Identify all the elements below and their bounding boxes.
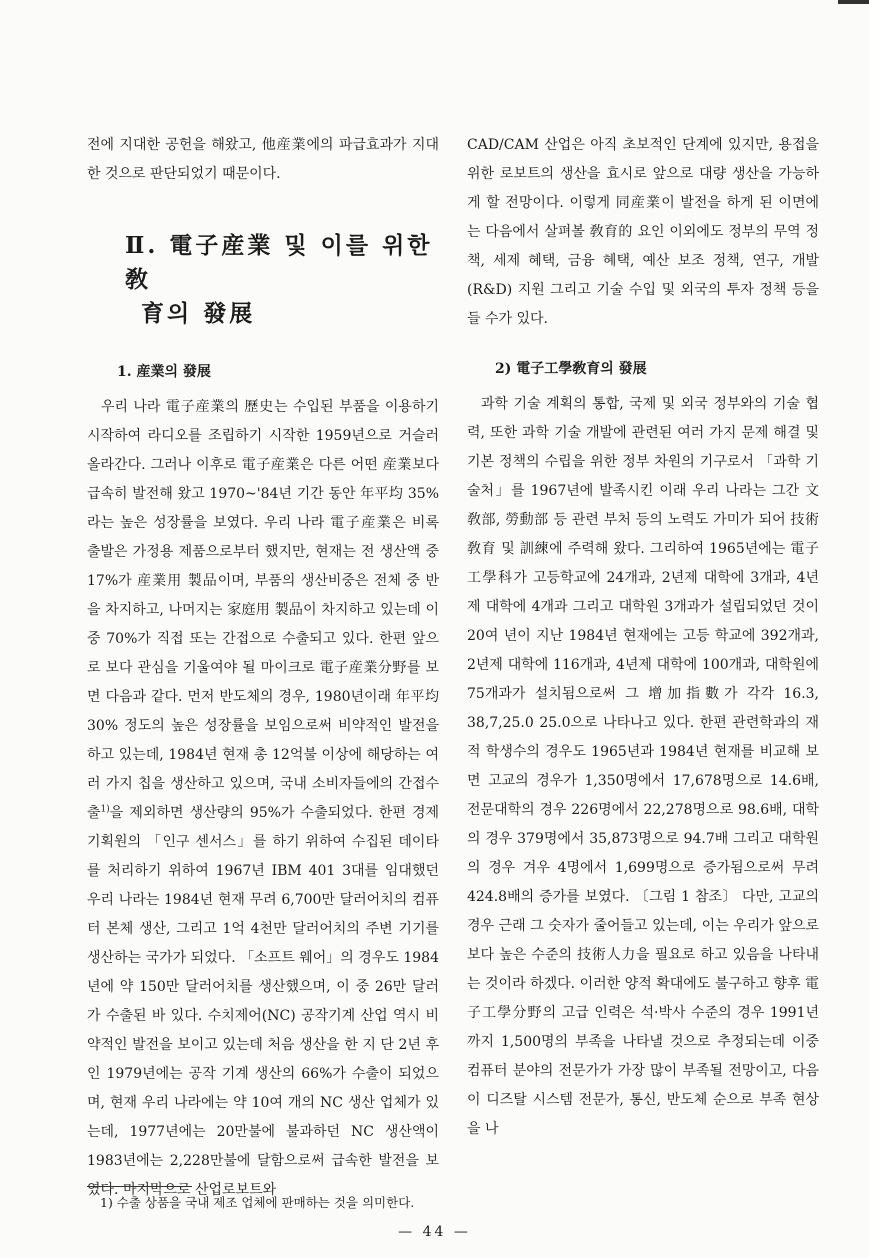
section-heading bbox=[125, 229, 439, 331]
footnote: 1) 수출 상품을 국내 제조 업체에 판매하는 것을 의미한다. bbox=[100, 1195, 415, 1210]
right-column bbox=[467, 131, 819, 1144]
left-column bbox=[87, 131, 439, 1205]
section-heading-line-2: 育의 發展 bbox=[141, 300, 256, 327]
subsection-heading-education: 2) 電子工學敎育의 發展 bbox=[495, 361, 647, 377]
industry-paragraph bbox=[87, 393, 439, 1205]
education-paragraph: 과학 기술 계획의 통합, 국제 및 외국 정부와의 기술 협력, 또한 과학 기술 개발에 관련된 여러 가지 문제 해결 및 기본 정책의 수립을 위한 정부 차원의 기구로서 「과학 기술처」를 1967년에 발족시킨 이래 우리 나라는 그간 文敎部, 勞動部 등 관련 부처 등의 노력도 가미가 되어 技術敎育 및 訓練에 주력해 왔다. 그리하여 1965년에는 電子工學科가 고등학교에 24개과, 2년제 대학에 3개과, 4년제 대학에 4개과 그리고 대학원 3개과가 설립되었던 것이 20여 년이 지난 1984년 현재에는 고등 학교에 392개과, 2년제 대학에 116개과, 4년제 대학에 100개과, 대학원에 75개과가 설치됨으로써 그 增加指數가 각각 16.3, 38,7,25.0 25.0으로 나타나고 있다. 한편 관련학과의 재적 학생수의 경우도 1965년과 1984년 현재를 비교해 보면 고교의 경우가 1,350명에서 17,678명으로 14.6배, 전문대학의 경우 226명에서 22,278명으로 98.6배, 대학의 경우 379명에서 35,873명으로 94.7배 그리고 대학원의 경우 겨우 4명에서 1,699명으로 증가됨으로써 무려 424.8배의 증가를 보였다. 〔그림 1 참조〕 다만, 고교의 경우 근래 그 숫자가 줄어들고 있는데, 이는 우리가 앞으로 보다 높은 수준의 技術人力을 필요로 하고 있음을 나타내는 것이라 하겠다. 이러한 양적 확대에도 불구하고 향후 電子工學分野의 고급 인력은 석·박사 수준의 경우 1991년까지 1,500명의 부족을 나타낼 것으로 추정되는데 이중 컴퓨터 분야의 전문가가 가장 많이 부족될 전망이고, 다음이 디즈탈 시스템 전문가, 통신, 반도체 순으로 부족 현상을 나 bbox=[467, 396, 819, 1137]
page-number: — 44 — bbox=[398, 1224, 471, 1240]
cadcam-paragraph: CAD/CAM 산업은 아직 초보적인 단계에 있지만, 용접을 위한 로보트의 생산을 효시로 앞으로 대량 생산을 가능하게 할 전망이다. 이렇게 同産業이 발전을 하게 된 이면에는 다음에서 살펴볼 敎育的 요인 이외에도 정부의 무역 정책, 세제 혜택, 금융 혜택, 예산 보조 정책, 연구, 개발(R&D) 지원 그리고 기술 수입 및 외국의 투자 정책 등을 들 수가 있다. bbox=[467, 137, 819, 327]
industry-paragraph-continuation: 을 제외하면 생산량의 95%가 수출되었다. 한편 경제기획원의 「인구 센서스」를 하기 위하여 수집된 데이타를 처리하기 위하여 1967년 IBM 401 3대를 임대했던 우리 나라는 1984년 현재 무려 6,700만 달러어치의 컴퓨터 본체 생산, 그리고 1억 4천만 달러어치의 주변 기기를 생산하는 국가가 되었다. 「소프트 웨어」의 경우도 1984년에 약 150만 달러어치를 생산했으며, 이 중 26만 달러가 수출된 바 있다. 수치제어(NC) 공작기계 산업 역시 비약적인 발전을 보이고 있는데 처음 생산을 한 지 단 2년 후인 1979년에는 공작 기계 생산의 66%가 수출이 되었으며, 현재 우리 나라에는 약 10여 개의 NC 생산 업체가 있는데, 1977년에는 20만불에 불과하던 NC 생산액이 1983년에는 2,228만불에 달함으로써 급속한 발전을 보였다. 마지막으로 산업로보트와 bbox=[87, 805, 439, 1198]
subsection-heading-industry: 1. 産業의 發展 bbox=[117, 364, 211, 380]
footnote-marker: 1) bbox=[100, 804, 110, 815]
industry-paragraph-text: 우리 나라 電子産業의 歷史는 수입된 부품을 이용하기 시작하여 라디오를 조립하기 시작한 1959년으로 거슬러 올라간다. 그러나 이후로 電子産業은 다른 어떤 産業보다 급속히 발전해 왔고 1970~'84년 기간 동안 年平均 35%라는 높은 성장률을 보였다. 우리 나라 電子産業은 비록 출발은 가정용 제품으로부터 했지만, 현재는 전 생산액 중 17%가 産業用 製品이며, 부품의 생산비중은 전체 중 반을 차지하고, 나머지는 家庭用 製品이 차지하고 있는데 이중 70%가 직접 또는 간접으로 수출되고 있다. 한편 앞으로 보다 관심을 기울여야 될 마이크로 電子産業分野를 보면 다음과 같다. 먼저 반도체의 경우, 1980년이래 年平均 30% 정도의 높은 성장률을 보임으로써 비약적인 발전을 하고 있는데, 1984년 현재 총 12억불 이상에 해당하는 여러 가지 칩을 생산하고 있으며, 국내 소비자들에의 간접수출 bbox=[87, 399, 439, 821]
section-heading-line-1: Ⅱ. 電子産業 및 이를 위한 敎 bbox=[125, 232, 433, 293]
intro-paragraph: 전에 지대한 공헌을 해왔고, 他産業에의 파급효과가 지대한 것으로 판단되었기 때문이다. bbox=[87, 137, 439, 182]
scan-corner-mark bbox=[838, 0, 869, 4]
footnote-divider bbox=[87, 1186, 192, 1187]
